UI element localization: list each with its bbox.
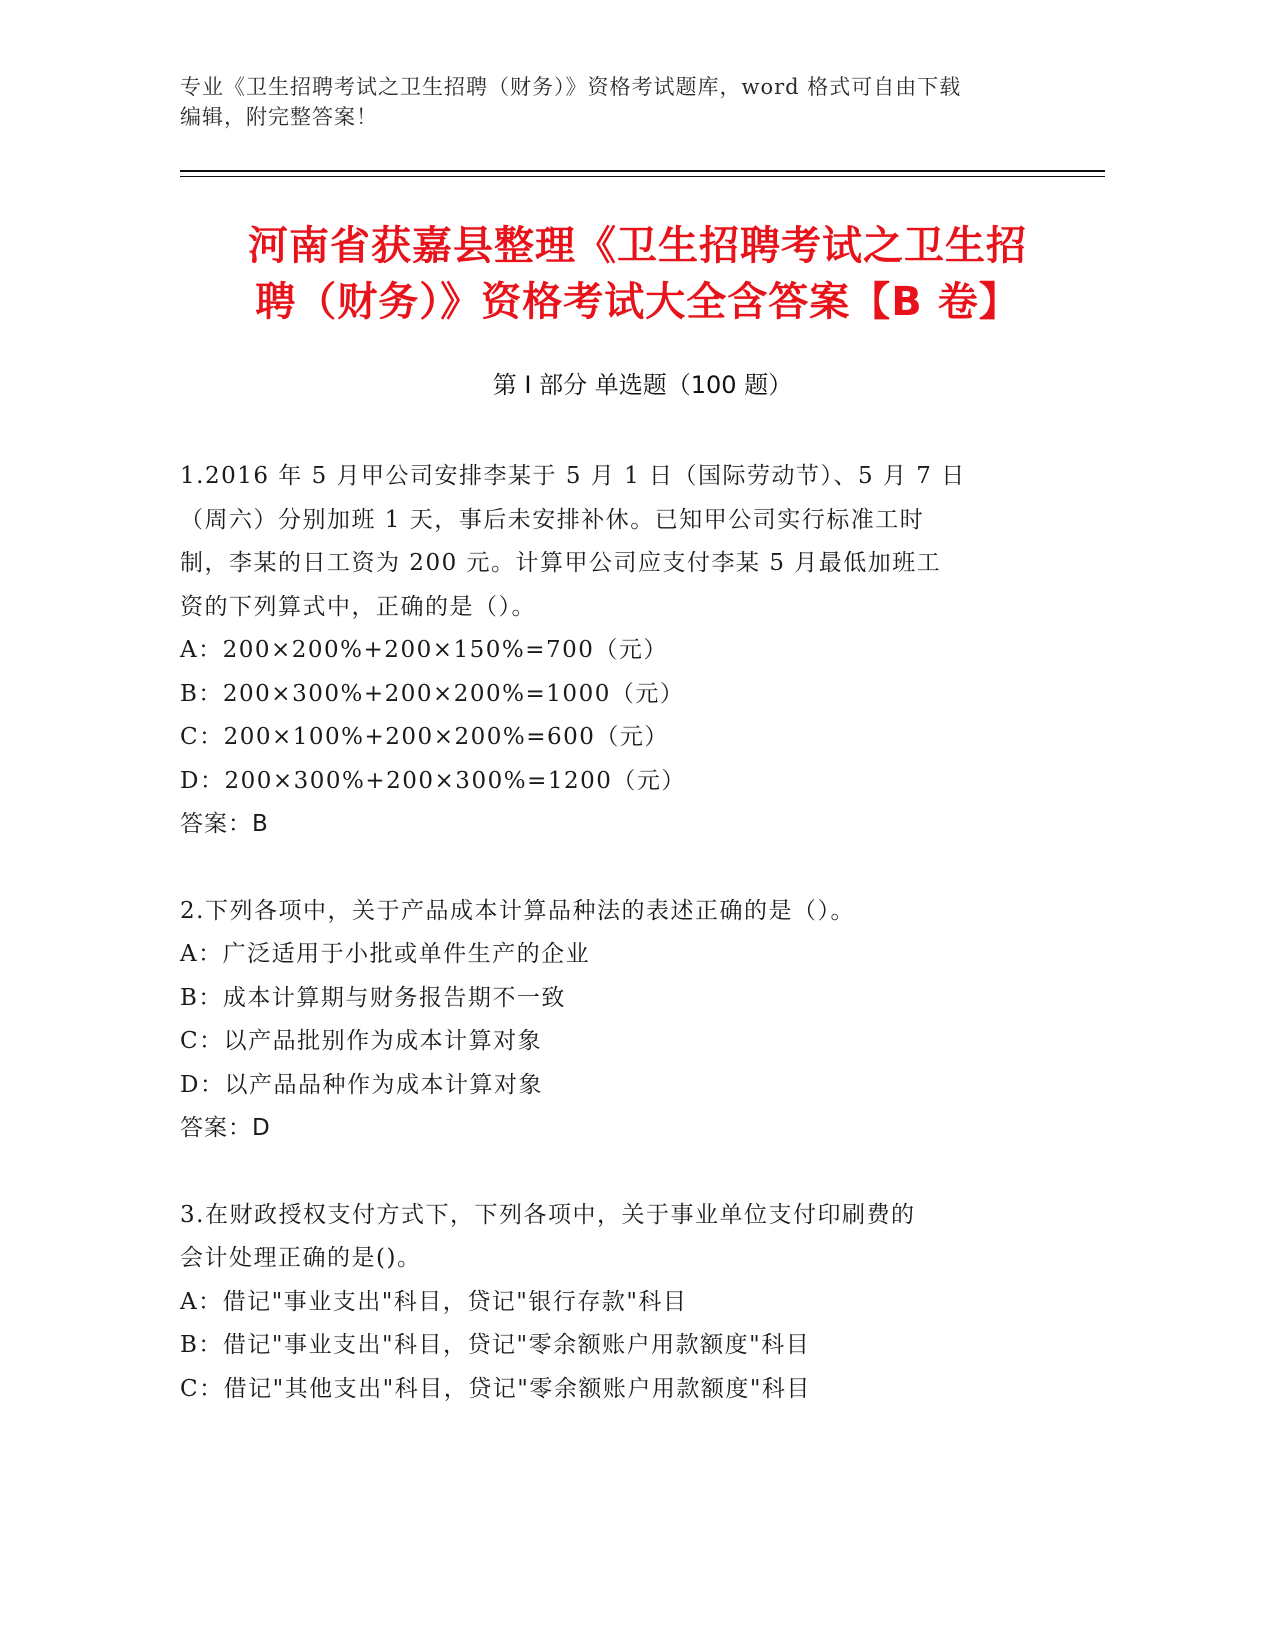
- header-divider-thin: [180, 176, 1105, 177]
- option-b: B：200×300%+200×200%=1000（元）: [180, 680, 685, 707]
- option-a: A：200×200%+200×150%=700（元）: [180, 637, 668, 663]
- section-title: 第 I 部分 单选题（100 题）: [492, 371, 793, 399]
- header-note: [180, 72, 1040, 132]
- document-title-line-1: 河南省获嘉县整理《卫生招聘考试之卫生招: [248, 223, 1027, 269]
- option-d: D：以产品品种作为成本计算对象: [180, 1071, 543, 1098]
- answer-label: 答案：D: [180, 1115, 271, 1141]
- question-stem-line: 资的下列算式中，正确的是（）。: [180, 593, 536, 620]
- header-note-line-2: 编辑，附完整答案！: [180, 105, 378, 129]
- question-2: [180, 890, 1030, 1151]
- document-title: [150, 218, 1125, 330]
- question-1: [180, 455, 1030, 847]
- question-spacer: [180, 847, 1030, 890]
- header-note-line-1: 专业《卫生招聘考试之卫生招聘（财务）》资格考试题库，word 格式可自由下载: [180, 75, 962, 99]
- question-stem-line: 2.下列各项中，关于产品成本计算品种法的表述正确的是（）。: [180, 897, 855, 924]
- header-divider-thick: [180, 170, 1105, 172]
- answer-label: 答案：B: [180, 811, 269, 837]
- document-title-line-2: 聘（财务）》资格考试大全含答案【B 卷】: [255, 279, 1020, 325]
- question-list: [180, 455, 1030, 1411]
- question-stem-line: 1.2016 年 5 月甲公司安排李某于 5 月 1 日（国际劳动节）、5 月 7 日: [180, 463, 966, 489]
- question-3: [180, 1194, 1030, 1412]
- option-a: A：广泛适用于小批或单件生产的企业: [180, 941, 591, 967]
- option-b: B：借记"事业支出"科目，贷记"零余额账户用款额度"科目: [180, 1332, 811, 1358]
- question-stem-line: （周六）分别加班 1 天，事后未安排补休。已知甲公司实行标准工时: [180, 506, 925, 533]
- option-b: B：成本计算期与财务报告期不一致: [180, 984, 566, 1011]
- question-stem-line: 3.在财政授权支付方式下，下列各项中，关于事业单位支付印刷费的: [180, 1201, 916, 1228]
- question-stem-line: 会计处理正确的是()。: [180, 1245, 422, 1271]
- option-d: D：200×300%+200×300%=1200（元）: [180, 767, 686, 794]
- option-c: C：200×100%+200×200%=600（元）: [180, 724, 669, 750]
- option-a: A：借记"事业支出"科目，贷记"银行存款"科目: [180, 1288, 688, 1315]
- question-stem-line: 制，李某的日工资为 200 元。计算甲公司应支付李某 5 月最低加班工: [180, 550, 942, 576]
- option-c: C：以产品批别作为成本计算对象: [180, 1028, 543, 1054]
- option-c: C：借记"其他支出"科目，贷记"零余额账户用款额度"科目: [180, 1375, 811, 1402]
- question-spacer: [180, 1151, 1030, 1194]
